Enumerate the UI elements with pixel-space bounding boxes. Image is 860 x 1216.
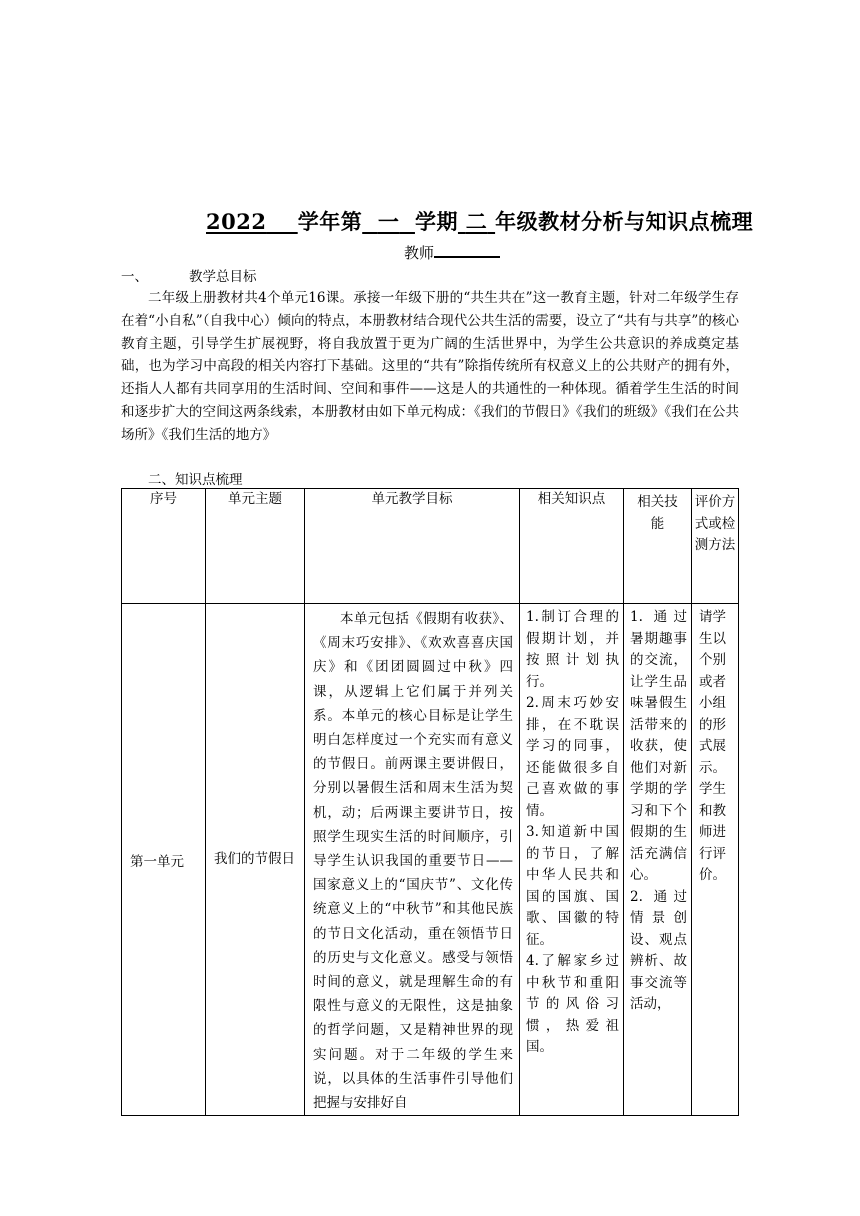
knowledge-item: 1.制订合理的假期计划，并按照计划执行。 xyxy=(526,609,619,690)
row-knowledge xyxy=(520,604,624,1116)
row-skills xyxy=(624,604,692,1116)
document-title xyxy=(206,206,766,236)
header-knowledge: 相关知识点 xyxy=(520,489,624,604)
section-1-title: 教学总目标 xyxy=(189,269,257,285)
header-evaluation: 评价方式或检测方法 xyxy=(692,489,739,604)
row-index: 第一单元 xyxy=(122,604,206,1116)
title-grade: 二 xyxy=(465,209,488,234)
section-2-heading: 二、知识点梳理 xyxy=(148,472,243,488)
header-unit-theme: 单元主题 xyxy=(206,489,305,604)
evaluation-item: 学生和教师进行评价。 xyxy=(699,781,726,883)
table-header-row xyxy=(122,489,739,604)
evaluation-item: 请学生以个别或者小组的形式展示。 xyxy=(699,609,726,776)
section-1-heading xyxy=(121,265,257,285)
header-skills: 相关技能 xyxy=(624,489,692,604)
knowledge-item: 3.知道新中国的节日，了解中华人民共和国的国旗、国歌、国徽的特征。 xyxy=(526,824,619,948)
title-part3: 年级教材分析与知识点梳理 xyxy=(495,209,754,234)
teacher-name-blank xyxy=(434,244,500,258)
title-part1: 学年第 xyxy=(297,209,363,234)
section-1-number: 一、 xyxy=(121,269,148,285)
intro-paragraph: 二年级上册教材共4个单元16课。承接一年级下册的“共生共在”这一教育主题，针对二年级学生存在着“小自私”（自我中心）倾向的特点，本册教材结合现代公共生活的需要，设立了“共有与共享”的核心教育主题，引导学生扩展视野，将自我放置于更为广阔的生活世界中，为学生公共意识的养成奠定基础，也为学习中高段的相关内容打下基础。这里的“共有”除指传统所有权意义上的公共财产的拥有外，还指人人都有共同享用的生活时间、空间和事件——这是人的共通性的一种体现。循着学生生活的时间和逐步扩大的空间这两条线索，本册教材由如下单元构成：《我们的节假日》《我们的班级》《我们在公共场所》《我们生活的地方》 xyxy=(121,290,739,443)
title-semester: 一 xyxy=(377,209,400,234)
row-goal: 本单元包括《假期有收获》、《周末巧安排》、《欢欢喜喜庆国庆》和《团团圆圆过中秋》四课，从逻辑上它们属于并列关系。本单元的核心目标是让学生明白怎样度过一个充实而有意义的节假日。前两课主要讲假日，分别以暑假生活和周末生活为契机，动；后两课主要讲节日，按照学生现实生活的时间顺序，引导学生认识我国的重要节日——国家意义上的“国庆节”、文化传统意义上的“中秋节”和其他民族的节日文化活动，重在领悟节日的历史与文化意义。感受与领悟时间的意义，就是理解生命的有限性与意义的无限性，这是抽象的哲学问题，又是精神世界的现实问题。对于二年级的学生来说，以具体的生活事件引导他们把握与安排好自 xyxy=(305,604,520,1116)
title-year: 2022 xyxy=(206,209,267,234)
header-index: 序号 xyxy=(122,489,206,604)
teacher-line xyxy=(404,242,500,263)
header-unit-goal: 单元教学目标 xyxy=(305,489,520,604)
knowledge-item: 2.周末巧妙安排，在不耽误学习的同事，还能做很多自己喜欢做的事情。 xyxy=(526,695,619,819)
skill-item: 2. 通过情景创设、观点辨析、故事交流等活动， xyxy=(630,888,687,1012)
row-evaluation xyxy=(692,604,739,1116)
row-theme: 我们的节假日 xyxy=(206,604,305,1116)
teacher-label: 教师 xyxy=(404,244,435,262)
title-part2: 学期 xyxy=(414,209,458,234)
skill-item: 1. 通过暑期趣事的交流，让学生品味暑假生活带来的收获，使他们对新学期的学习和下个假期的生活充满信心。 xyxy=(630,609,687,883)
knowledge-table xyxy=(121,488,739,1116)
knowledge-item: 4.了解家乡过中秋节和重阳节的风俗习惯，热爱祖国。 xyxy=(526,953,619,1055)
table-row xyxy=(122,604,739,1116)
